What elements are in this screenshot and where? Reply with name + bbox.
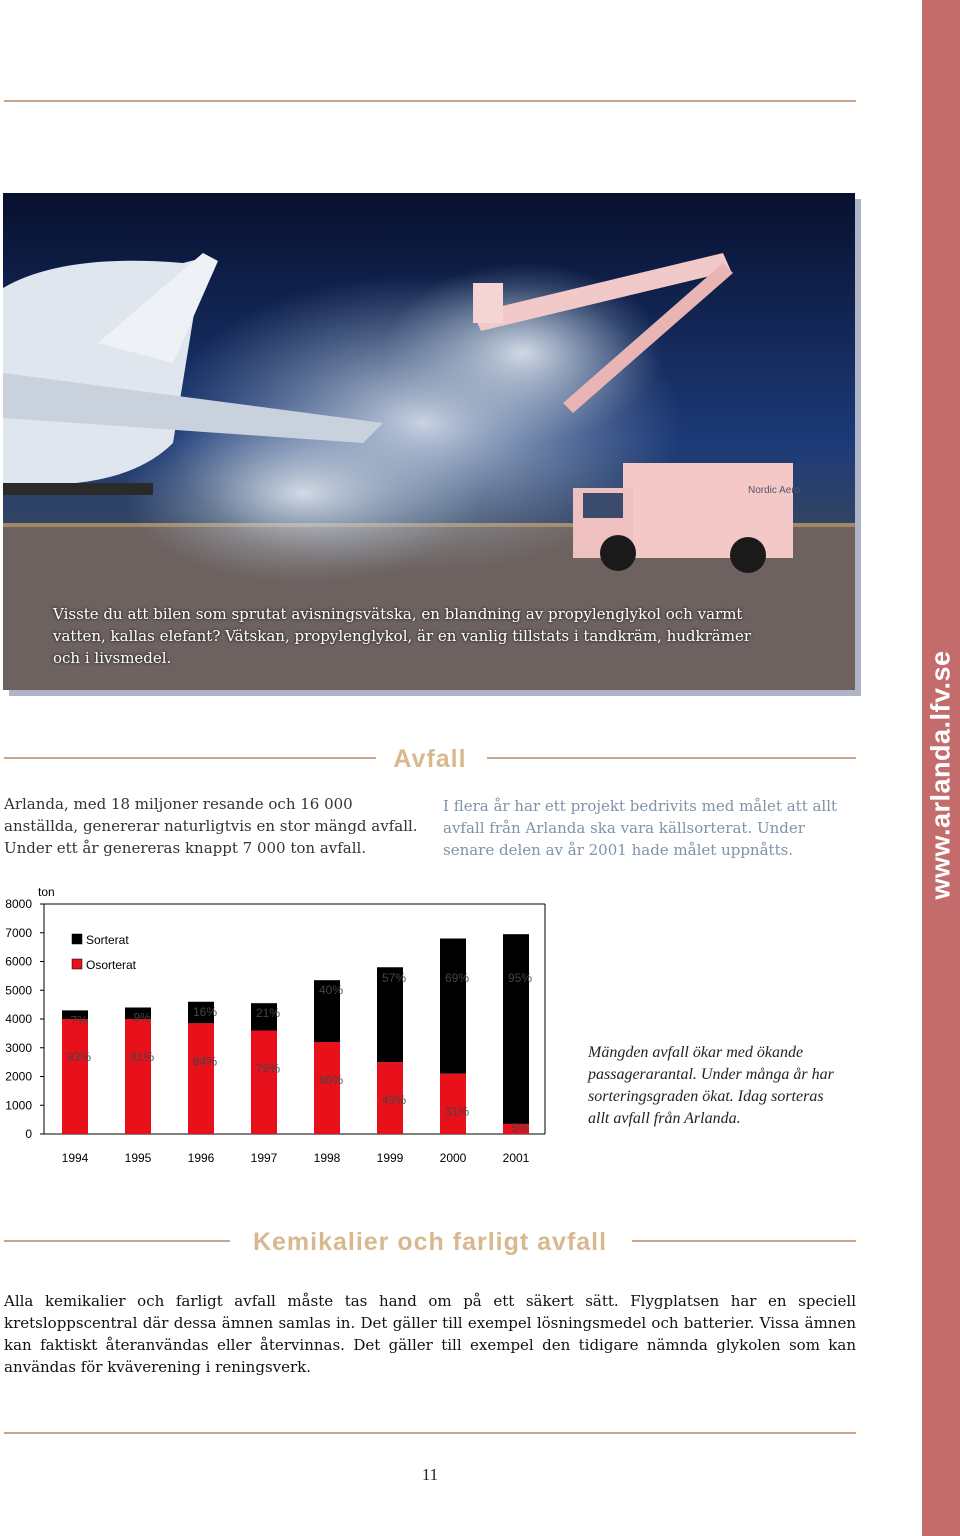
x-tick-label: 1995 [124, 1151, 152, 1165]
y-tick-label: 4000 [5, 1012, 32, 1026]
bar-osorterat [251, 1031, 277, 1135]
x-tick-label: 1999 [376, 1151, 404, 1165]
chart-note: Mängden avfall ökar med ökande passagerarantal. Under många år har sorteringsgraden ökat. Idag sorteras allt avfall från Arlanda. [588, 1044, 834, 1127]
kemikalier-title: Kemikalier och farligt avfall [252, 1228, 608, 1256]
bar-sorterat [440, 939, 466, 1074]
photo-caption: Visste du att bilen som sprutat avisningsvätska, en blandning av propylenglykol och varmt vatten, kallas elefant? Vätskan, propylenglykol, är en vanlig tillstats i tandkräm, hudkrämer och i livsmedel. [53, 605, 751, 667]
data-label-sorterat: 95% [507, 971, 533, 985]
data-label-sorterat: 16% [192, 1004, 218, 1019]
kemikalier-rule-right [632, 1240, 856, 1242]
top-rule [4, 100, 856, 102]
avfall-rule-left [4, 757, 376, 759]
y-tick-label: 7000 [5, 925, 32, 940]
bar-sorterat [503, 934, 529, 1124]
bar-osorterat [188, 1023, 214, 1134]
y-tick-label: 1000 [5, 1098, 32, 1113]
avfall-intro-left: Arlanda, med 18 miljoner resande och 16 000 anställda, genererar naturligtvis en stor mängd avfall. Under ett år genereras knappt 7 000 ton avfall. [4, 795, 418, 857]
avfall-title: Avfall [393, 745, 467, 773]
deicing-photo [3, 193, 855, 690]
bar-osorterat [125, 1019, 151, 1134]
x-tick-label: 1994 [61, 1151, 89, 1165]
page-number: 11 [421, 1465, 439, 1484]
y-tick-label: 5000 [5, 983, 32, 998]
legend-label: Sorterat [86, 933, 129, 947]
data-label-sorterat: 40% [318, 983, 344, 998]
waste-chart [0, 880, 560, 1180]
data-label-sorterat: 69% [444, 971, 470, 985]
x-tick-label: 2000 [439, 1151, 467, 1165]
data-label-sorterat: 57% [381, 971, 407, 985]
data-label-osorterat: 5% [511, 1121, 529, 1135]
legend-swatch [72, 934, 82, 944]
data-label-osorterat: 84% [192, 1054, 218, 1069]
y-tick-label: 0 [25, 1127, 32, 1141]
legend-label: Osorterat [86, 958, 137, 972]
y-tick-label: 2000 [5, 1069, 32, 1084]
site-url: www.arlanda.lfv.se [925, 650, 956, 900]
y-tick-label: 6000 [5, 954, 32, 969]
bar-osorterat [62, 1019, 88, 1134]
data-label-osorterat: 79% [255, 1061, 281, 1076]
data-label-sorterat: 7% [70, 1013, 88, 1028]
data-label-sorterat: 9% [133, 1010, 151, 1025]
avfall-intro-right: I flera år har ett projekt bedrivits med målet att allt avfall från Arlanda ska vara källsorterat. Under senare delen av år 2001 hade målet uppnåtts. [443, 797, 838, 859]
legend-swatch [72, 959, 82, 969]
bar-osorterat [314, 1042, 340, 1134]
y-unit-label: ton [38, 885, 55, 899]
x-tick-label: 1998 [313, 1151, 341, 1165]
avfall-rule-right [487, 757, 856, 759]
data-label-sorterat: 21% [255, 1006, 281, 1021]
y-tick-label: 3000 [5, 1040, 32, 1055]
x-tick-label: 1997 [250, 1151, 278, 1165]
x-tick-label: 1996 [187, 1151, 215, 1165]
data-label-osorterat: 93% [66, 1050, 92, 1064]
kemikalier-rule-left [4, 1240, 230, 1242]
bottom-rule [4, 1432, 856, 1434]
data-label-osorterat: 31% [444, 1104, 470, 1119]
truck-label: Nordic Aero [748, 485, 801, 496]
kemikalier-text: Alla kemikalier och farligt avfall måste tas hand om på ett säkert sätt. Flygplatsen har en speciell kretsloppscentral där dessa ämnen samlas in. Det gäller till exempel lösningsmedel och batterier. Vissa ämnen kan faktiskt återanvändas eller återvinnas. Det gäller till exempel den tidigare nämnda glykolen som kan användas för kväverening i reningsverk. [4, 1292, 856, 1376]
data-label-osorterat: 60% [318, 1073, 344, 1087]
x-tick-label: 2001 [502, 1151, 530, 1165]
data-label-osorterat: 91% [129, 1050, 155, 1064]
y-tick-label: 8000 [5, 897, 32, 911]
data-label-osorterat: 43% [381, 1093, 407, 1108]
